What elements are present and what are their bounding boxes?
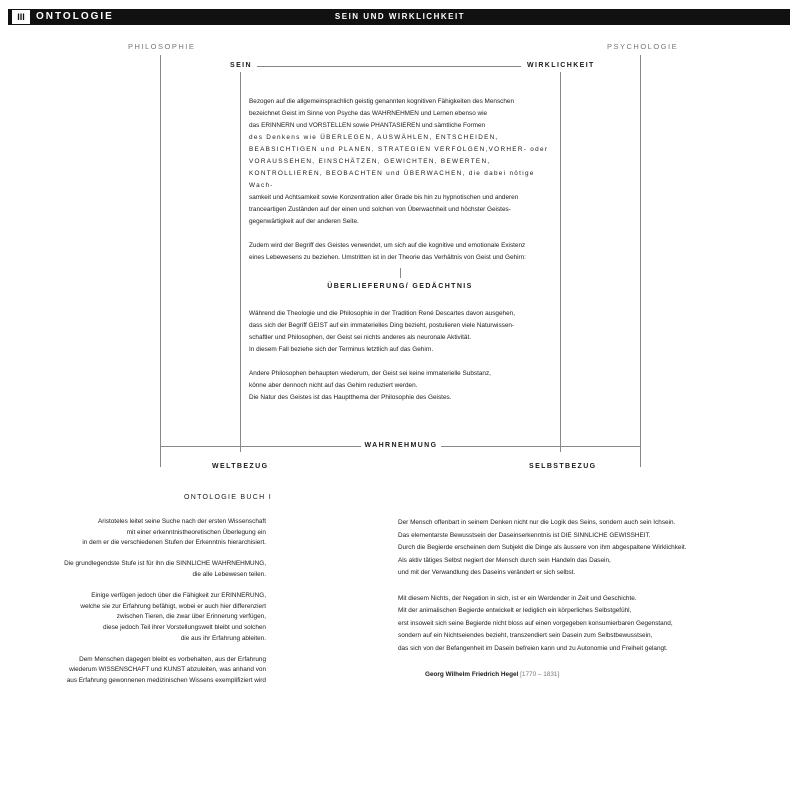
sein-wirklichkeit-line xyxy=(257,66,521,67)
line: sondern auf ein Nichtseiendes bezieht, transzendiert sein Dasein zum Selbstbewusstsein, xyxy=(398,632,653,640)
chapter-number: III xyxy=(12,10,30,24)
line: erst insoweit sich seine Begierde nicht bloss auf einen vorgegeben konsumierbaren Gegenstand, xyxy=(398,619,673,627)
chapter-subtitle: SEIN UND WIRKLICHKEIT xyxy=(334,12,466,21)
line: die aus ihr Erfahrung ableiten. xyxy=(180,634,266,642)
frame-left-line xyxy=(160,55,161,467)
line: Einige verfügen jedoch über die Fähigkeit zur ERINNERUNG, xyxy=(91,592,266,600)
label-ueberlieferung: ÜBERLIEFERUNG/ GEDÄCHTNIS xyxy=(327,283,473,290)
p1-line: des Denkens wie ÜBERLEGEN, AUSWÄHLEN, ENTSCHEIDEN, xyxy=(249,134,499,141)
p3-line: dass sich der Begriff GEIST auf ein immaterielles Ding bezieht, postulieren viele Naturwissen- xyxy=(249,322,515,329)
inner-left-line xyxy=(240,72,241,452)
center-text-bottom xyxy=(249,308,559,404)
p3-line: schaftler und Philosophen, der Geist sei nichts anderes als neuronale Aktivität. xyxy=(249,334,472,341)
p1-line: samkeit und Achtsamkeit sowie Konzentration aller Grade bis hin zu hypnotischen und anderen xyxy=(249,194,519,201)
right-column xyxy=(398,517,788,668)
line: aus Erfahrung gewonnenen medizinischen Wissens exemplifiziert wird xyxy=(66,676,266,684)
line: Die grundlegendste Stufe ist für ihn die SINNLICHE WAHRNEHMUNG, xyxy=(64,560,266,568)
paragraph xyxy=(10,655,266,687)
line: Aristoteles leitet seine Suche nach der ersten Wissenschaft xyxy=(97,518,266,525)
p1-line: das ERINNERN und VORSTELLEN sowie PHANTASIEREN und sämtliche Formen xyxy=(249,122,486,129)
paragraph xyxy=(398,517,788,580)
p1-line: BEABSICHTIGEN und PLANEN, STRATEGIEN VERFOLGEN,VORHER- oder xyxy=(249,146,549,153)
label-selbstbezug: SELBSTBEZUG xyxy=(529,463,597,470)
p1-line: gegenwärtigkeit auf der anderen Seite. xyxy=(249,218,359,225)
chapter-title: ONTOLOGIE xyxy=(36,11,114,22)
label-weltbezug: WELTBEZUG xyxy=(212,463,269,470)
label-sein: SEIN xyxy=(230,62,252,69)
p4-line: könne aber dennoch nicht auf das Gehirn reduziert werden. xyxy=(249,382,418,389)
label-wahrnehmung: WAHRNEHMUNG xyxy=(364,442,438,449)
p4-line: Andere Philosophen behaupten wiederum, der Geist sei keine immaterielle Substanz, xyxy=(249,370,491,377)
p2-line: Zudem wird der Begriff des Geistes verwendet, um sich auf die kognitive und emotionale Existenz xyxy=(249,242,526,249)
frame-right-line xyxy=(640,55,641,467)
line: Mit der animalischen Begierde entwickelt er lediglich ein körperliches Selbstgefühl, xyxy=(398,607,632,615)
quote-attribution xyxy=(425,671,559,678)
inner-right-line xyxy=(560,72,561,452)
line: wiederum WISSENSCHAFT und KUNST abzuleiten, was anhand von xyxy=(69,666,266,674)
p1-line: Bezogen auf die allgemeinsprachlich geistig genannten kognitiven Fähigkeiten des Menschen xyxy=(249,98,515,105)
label-philosophie: PHILOSOPHIE xyxy=(128,42,196,51)
line: diese jedoch Teil ihrer Vorstellungswelt bleibt und solchen xyxy=(103,623,266,631)
author-dates: [1770 – 1831] xyxy=(520,671,560,678)
section-title: ONTOLOGIE BUCH I xyxy=(184,494,272,501)
paragraph xyxy=(10,559,266,580)
paragraph xyxy=(10,517,266,549)
left-column xyxy=(10,517,266,697)
tick-line xyxy=(400,268,401,278)
label-psychologie: PSYCHOLOGIE xyxy=(607,42,679,51)
line: und mit der Verwandlung des Daseins verändert er sich selbst. xyxy=(398,569,576,577)
label-wirklichkeit: WIRKLICHKEIT xyxy=(527,62,595,69)
p1-line: bezeichnet Geist im Sinne von Psyche das WAHRNEHMEN und Lernen ebenso wie xyxy=(249,110,488,117)
line: Der Mensch offenbart in seinem Denken nicht nur die Logik des Seins, sondern auch sein Ichsein. xyxy=(398,519,676,526)
line: die alle Lebewesen teilen. xyxy=(192,570,266,578)
paragraph xyxy=(398,593,788,656)
line: das sich von der Befangenheit im Dasein befreien kann und zu Autonomie und Freiheit gelangt. xyxy=(398,644,668,652)
p2-line: eines Lebewesens zu beziehen. Umstritten ist in der Theorie das Verhältnis von Geist und Gehirn: xyxy=(249,254,526,261)
p4-line: Die Natur des Geistes ist das Hauptthema der Philosophie des Geistes. xyxy=(249,394,452,401)
p3-line: Während die Theologie und die Philosophie in der Tradition René Descartes davon ausgehen, xyxy=(249,310,515,317)
p1-line: KONTROLLIEREN, BEOBACHTEN und ÜBERWACHEN, die dabei nötige Wach- xyxy=(249,170,535,189)
p3-line: In diesem Fall beziehe sich der Terminus letztlich auf das Gehirn. xyxy=(249,346,434,353)
line: Mit diesem Nichts, der Negation in sich, ist er ein Werdender in Zeit und Geschichte. xyxy=(398,594,637,602)
line: welche sie zur Erfahrung befähigt, wobei er auch hier differenziert xyxy=(80,602,266,610)
line: Dem Menschen dagegen bleibt es vorbehalten, aus der Erfahrung xyxy=(79,655,266,663)
line: Durch die Begierde erscheinen dem Subjekt die Dinge als äussere von ihm abgespaltene Wirklichkeit. xyxy=(398,544,687,552)
line: zwischen Tieren, die zwar über Erinnerung verfügen, xyxy=(116,613,266,621)
line: Das elementarste Bewusstsein der Daseinserkenntnis ist DIE SINNLICHE GEWISSHEIT. xyxy=(398,531,651,539)
paragraph xyxy=(10,591,266,644)
line: Als aktiv tätiges Selbst negiert der Mensch durch sein Handeln das Dasein, xyxy=(398,556,611,564)
line: mit einer erkenntnistheoretischen Überlegung ein xyxy=(126,528,266,536)
p1-line: VORAUSSEHEN, EINSCHÄTZEN, GEWICHTEN, BEWERTEN, xyxy=(249,158,491,165)
wahrnehmung-line-right xyxy=(441,446,641,447)
p1-line: tranceartigen Zuständen auf der einen und solchen von Überwachheit und höchster Geistes- xyxy=(249,206,511,213)
author-name: Georg Wilhelm Friedrich Hegel xyxy=(425,671,519,678)
wahrnehmung-line-left xyxy=(160,446,361,447)
center-text-top xyxy=(249,96,559,264)
line: in dem er die verschiedenen Stufen der Erkenntnis hierarchisiert. xyxy=(82,539,266,547)
